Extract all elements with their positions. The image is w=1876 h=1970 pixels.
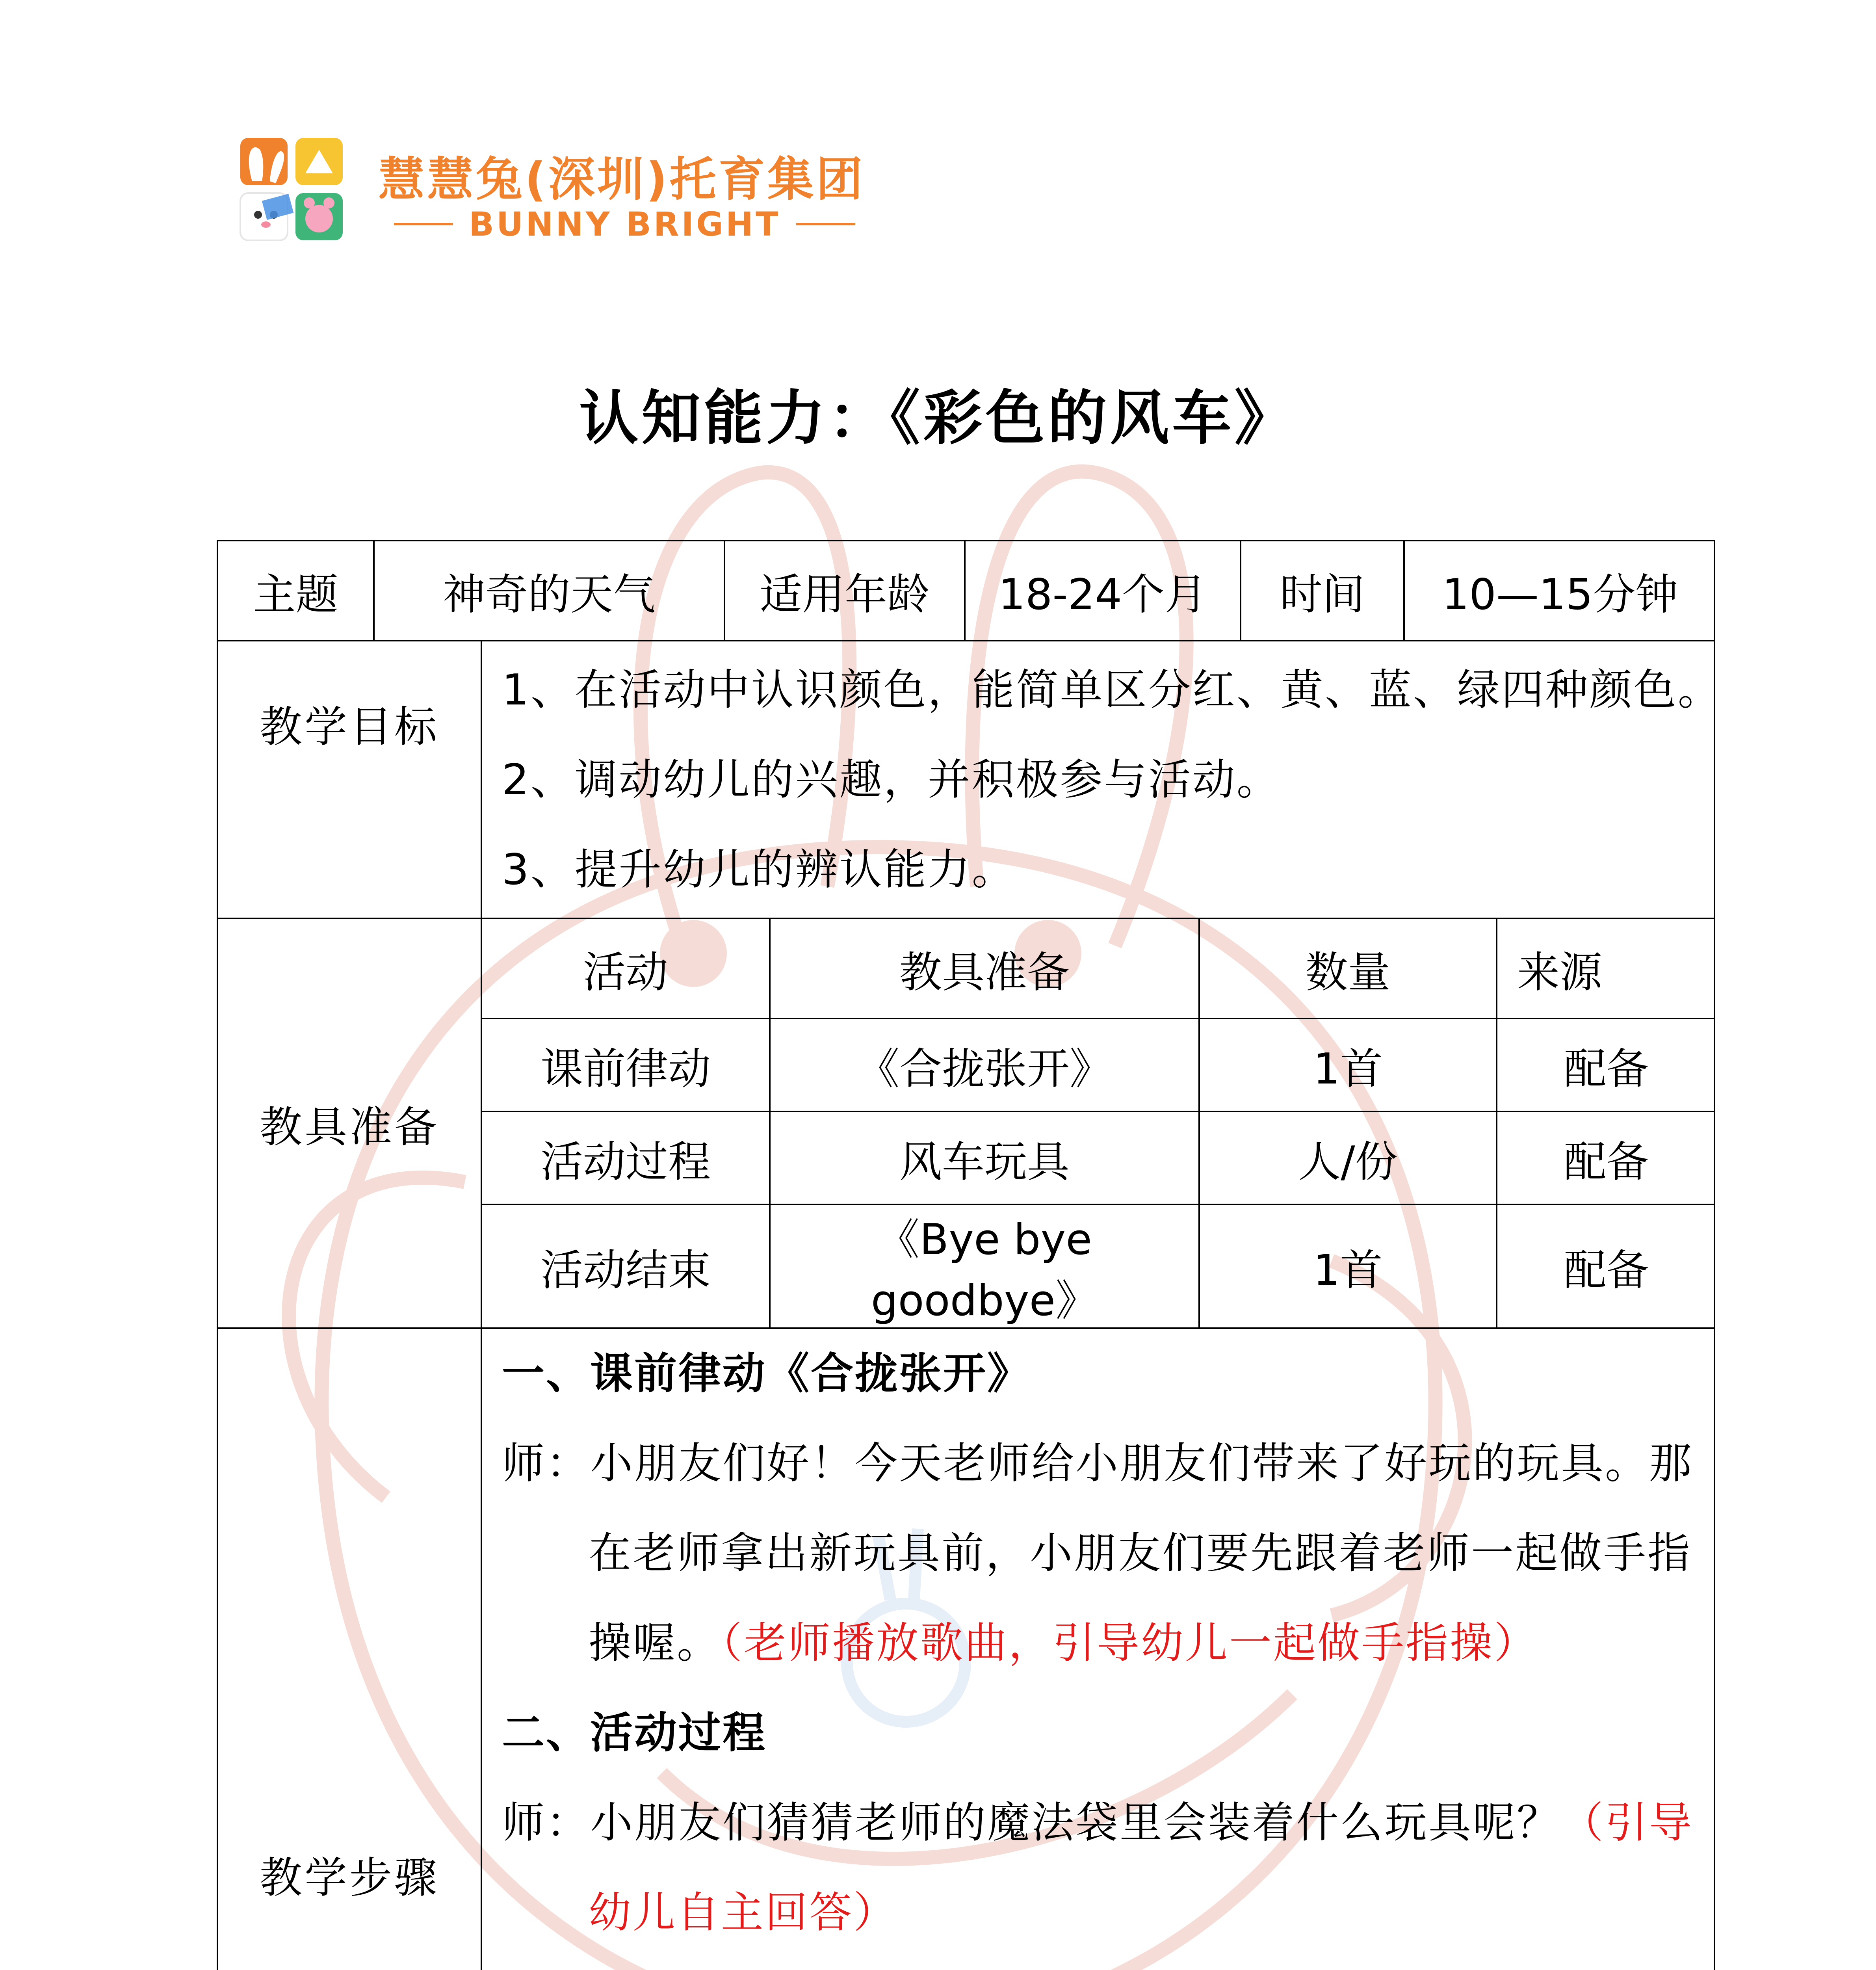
cell-quantity: 人/份 bbox=[1199, 1111, 1497, 1204]
materials-label: 教具准备 bbox=[217, 918, 481, 1328]
brand-name-en-text: BUNNY BRIGHT bbox=[469, 205, 781, 243]
cell-source: 配备 bbox=[1497, 1018, 1715, 1111]
cell-quantity: 1首 bbox=[1199, 1204, 1497, 1327]
col-header-quantity: 数量 bbox=[1199, 919, 1497, 1018]
dialogue-text: 师：小朋友们猜猜老师的魔法袋里会装着什么玩具呢？ bbox=[502, 1798, 1561, 1847]
table-row bbox=[482, 1018, 1715, 1111]
steps-content bbox=[481, 1328, 1714, 1970]
cell-activity: 课前律动 bbox=[482, 1018, 770, 1111]
steps-label: 教学步骤 bbox=[217, 1328, 481, 1970]
materials-row bbox=[217, 918, 1714, 1328]
cell-activity: 活动过程 bbox=[482, 1111, 770, 1204]
goals-row bbox=[217, 641, 1714, 918]
dialogue-line bbox=[482, 1778, 1714, 1868]
time-value: 10—15分钟 bbox=[1404, 541, 1715, 640]
teacher-note: （老师播放歌曲，引导幼儿一起做手指操） bbox=[721, 1619, 1538, 1668]
age-label: 适用年龄 bbox=[724, 541, 965, 640]
dialogue-line: 在老师拿出新玩具前，小朋友们要先跟着老师一起做手指 bbox=[589, 1529, 1692, 1578]
cell-quantity: 1首 bbox=[1199, 1018, 1497, 1111]
goal-item: 2、调动幼儿的兴趣，并积极参与活动。 bbox=[502, 755, 1281, 805]
col-header-materials: 教具准备 bbox=[770, 919, 1199, 1018]
cell-materials: 风车玩具 bbox=[770, 1111, 1199, 1204]
bunny-logo-icon bbox=[236, 134, 355, 252]
brand-logo bbox=[236, 134, 867, 264]
brand-name-cn: 慧慧兔(深圳)托育集团 bbox=[378, 152, 865, 206]
dialogue-line: 师：小朋友们好！今天老师给小朋友们带来了好玩的玩具。那 bbox=[502, 1439, 1694, 1488]
dialogue-text: 操喔。 bbox=[589, 1619, 721, 1668]
materials-subtable bbox=[482, 919, 1715, 1327]
steps-row bbox=[217, 1328, 1714, 1970]
page-title: 认知能力：《彩色的风车》 bbox=[579, 384, 1297, 453]
theme-label: 主题 bbox=[218, 541, 374, 640]
table-row bbox=[482, 1204, 1715, 1327]
divider-line bbox=[394, 223, 453, 225]
theme-value: 神奇的天气 bbox=[374, 541, 724, 640]
info-subtable bbox=[218, 541, 1715, 640]
teacher-note bbox=[482, 1958, 1714, 1970]
cell-activity: 活动结束 bbox=[482, 1204, 770, 1327]
time-label: 时间 bbox=[1241, 541, 1404, 640]
col-header-activity: 活动 bbox=[482, 919, 770, 1018]
divider-line bbox=[796, 223, 855, 225]
age-value: 18-24个月 bbox=[965, 541, 1241, 640]
goals-label: 教学目标 bbox=[217, 641, 481, 918]
col-header-source: 来源 bbox=[1497, 919, 1715, 1018]
teacher-note: （引导 bbox=[1561, 1798, 1694, 1847]
goal-item: 3、提升幼儿的辨认能力。 bbox=[502, 845, 1016, 894]
cell-materials: 《合拢张开》 bbox=[770, 1018, 1199, 1111]
table-row bbox=[482, 1111, 1715, 1204]
brand-name-en bbox=[378, 205, 871, 243]
dialogue-line bbox=[482, 1598, 1714, 1688]
lesson-plan-table bbox=[217, 540, 1722, 1970]
goals-content bbox=[481, 641, 1722, 918]
section-title: 一、课前律动《合拢张开》 bbox=[502, 1349, 1032, 1398]
cell-source: 配备 bbox=[1497, 1204, 1715, 1327]
materials-content bbox=[481, 918, 1714, 1328]
materials-header-row bbox=[482, 919, 1715, 1018]
cell-materials: 《Bye bye goodbye》 bbox=[770, 1204, 1199, 1327]
info-row bbox=[217, 541, 1714, 641]
goal-item: 1、在活动中认识颜色，能简单区分红、黄、蓝、绿四种颜色。 bbox=[502, 665, 1722, 715]
section-title: 二、活动过程 bbox=[502, 1708, 767, 1758]
teacher-note: 幼儿自主回答） bbox=[589, 1888, 898, 1937]
cell-source: 配备 bbox=[1497, 1111, 1715, 1204]
